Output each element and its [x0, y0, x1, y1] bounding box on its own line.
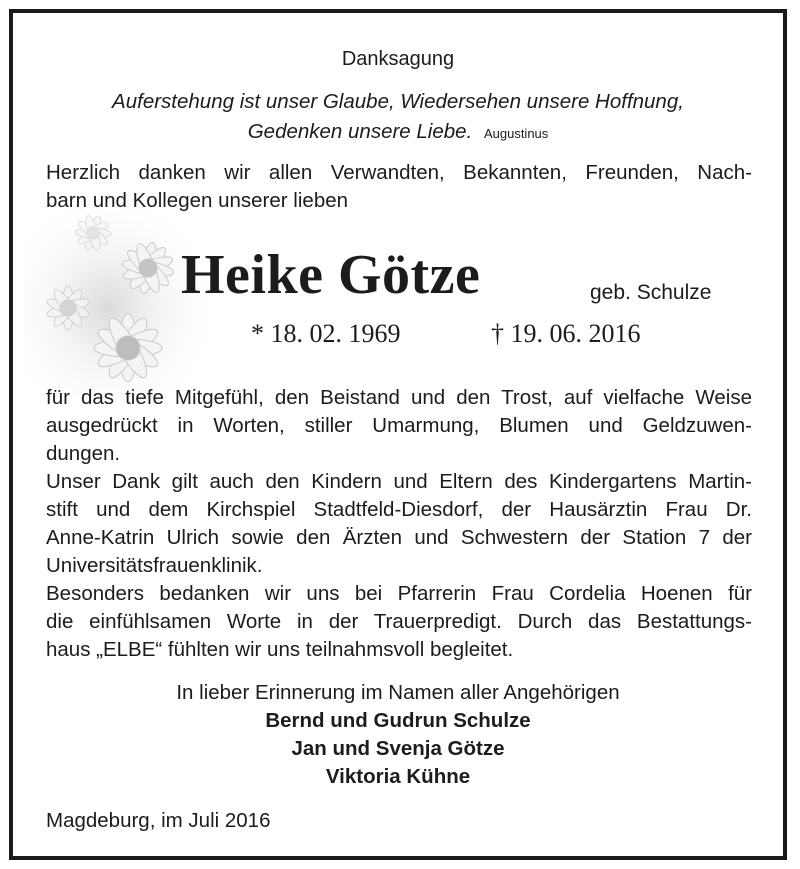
place-date: Magdeburg, im Juli 2016 [46, 809, 271, 832]
body-line: Anne-Katrin Ulrich sowie den Ärzten und Schwestern der Station 7 der [46, 526, 752, 549]
body-line: ausgedrückt in Worten, stiller Umarmung, Blumen und Geldzuwen- [46, 414, 752, 437]
deceased-name: Heike Götze [181, 244, 481, 306]
signatory-name: Jan und Svenja Götze [291, 737, 505, 760]
body-line: Universitätsfrauenklinik. [46, 554, 263, 577]
quote-line-2 [13, 120, 783, 144]
intro-line-1: Herzlich danken wir allen Verwandten, Bekannten, Freunden, Nach- [46, 161, 752, 184]
body-line: dungen. [46, 442, 121, 465]
birth-date: * 18. 02. 1969 [251, 319, 401, 348]
body-line: Unser Dank gilt auch den Kindern und Eltern des Kindergartens Martin- [46, 470, 752, 493]
quote-text: Gedenken unsere Liebe. [247, 120, 473, 143]
body-line: die einfühlsamen Worte in der Trauerpredigt. Durch das Bestattungs- [46, 610, 752, 633]
intro-line-2: barn und Kollegen unserer lieben [46, 189, 349, 212]
quote-line-1: Auferstehung ist unser Glaube, Wiedersehen unsere Hoffnung, [112, 90, 684, 113]
body-line: stift und dem Kirchspiel Stadtfeld-Diesdorf, der Hausärztin Frau Dr. [46, 498, 752, 521]
signatory-name: Viktoria Kühne [325, 765, 471, 788]
notice-frame [9, 9, 787, 860]
death-date: † 19. 06. 2016 [491, 319, 641, 348]
body-line: für das tiefe Mitgefühl, den Beistand und den Trost, auf vielfache Weise [46, 386, 752, 409]
notice-heading: Danksagung [341, 48, 455, 70]
signatory-name: Bernd und Gudrun Schulze [265, 709, 531, 732]
quote-author: Augustinus [483, 126, 549, 141]
memory-line: In lieber Erinnerung im Namen aller Angehörigen [176, 681, 620, 704]
maiden-name: geb. Schulze [590, 281, 712, 304]
body-line: Besonders bedanken wir uns bei Pfarrerin Frau Cordelia Hoenen für [46, 582, 752, 605]
body-line: haus „ELBE“ fühlten wir uns teilnahmsvoll begleitet. [46, 638, 514, 661]
